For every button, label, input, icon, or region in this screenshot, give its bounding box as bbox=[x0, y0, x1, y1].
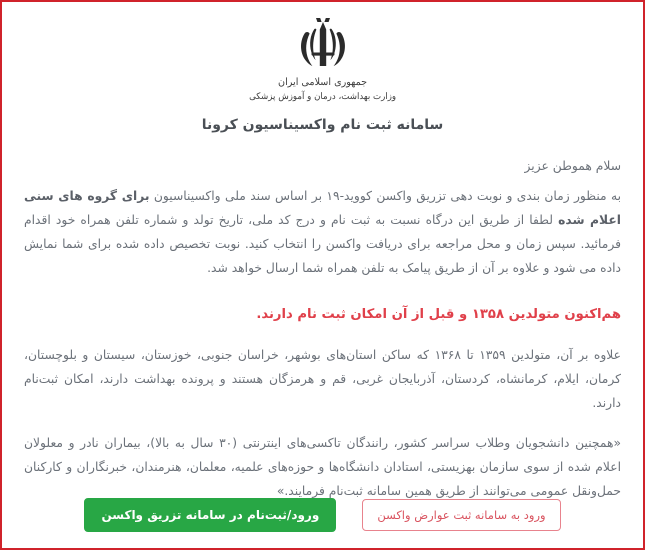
main-content bbox=[2, 155, 643, 504]
greeting-text: سلام هموطن عزیز bbox=[524, 158, 621, 173]
intro-highlight: برای گروه های سنی اعلام شده bbox=[24, 188, 621, 227]
intro-paragraph bbox=[24, 185, 621, 281]
header bbox=[2, 2, 643, 103]
vaccine-side-effects-button[interactable]: ورود به سامانه ثبت عوارض واکسن bbox=[362, 499, 560, 531]
action-button-row bbox=[2, 498, 643, 532]
iran-national-emblem-icon bbox=[290, 16, 356, 72]
logo-country-line: جمهوری اسلامی ایران bbox=[277, 77, 368, 88]
intro-text-part2: لطفا از طریق این درگاه نسبت به ثبت نام و درج کد ملی، تاریخ تولد و شماره تلفن همراه خود اقدام فرمائید. سپس زمان و محل مراجعه برای دریافت واکسن را انتخاب کنید. نوبت تخصیص داده شده برای شما نمایش داده می شود و علاوه بر آن از طریق پیامک به تلفن همراه شما ارسال خواهد شد. bbox=[24, 212, 621, 275]
intro-text-part1: به منظور زمان بندی و نوبت دهی تزریق واکسن کووید-۱۹ بر اساس سند ملی واکسیناسیون bbox=[149, 188, 621, 203]
ministry-logo bbox=[246, 16, 399, 103]
vaccine-registration-button[interactable]: ورود/ثبت‌نام در سامانه تزریق واکسن bbox=[84, 498, 336, 532]
logo-ministry-line: وزارت بهداشت، درمان و آموزش پزشکی bbox=[248, 91, 396, 102]
age-eligibility-notice: هم‌اکنون متولدین ۱۳۵۸ و قبل از آن امکان ثبت نام دارند. bbox=[256, 306, 621, 322]
groups-quote-paragraph: «همچنین دانشجویان وطلاب سراسر کشور، رانندگان تاکسی‌های اینترنتی (۳۰ سال به بالا)، بیماران نادر و معلولان اعلام شده از سوی سازمان بهزیستی، استادان دانشگاه‌ها و حوزه‌های علمیه، معلمان، هنرمندان، خبرنگاران و کارکنان حمل‌ونقل عمومی می‌توانند از طریق همین سامانه ثبت‌نام فرمایند.» bbox=[24, 436, 621, 499]
provinces-paragraph: علاوه بر آن، متولدین ۱۳۵۹ تا ۱۳۶۸ که ساکن استان‌های بوشهر، خراسان جنوبی، خوزستان، سیستان و بلوچستان، کرمان، ایلام، کرمانشاه، کردستان، آذربایجان غربی، قم و هرمزگان هستند و پرونده بهداشت دارند، امکان ثبت‌نام دارند. bbox=[24, 348, 621, 411]
page-title: سامانه ثبت نام واکسیناسیون کرونا bbox=[201, 116, 444, 133]
